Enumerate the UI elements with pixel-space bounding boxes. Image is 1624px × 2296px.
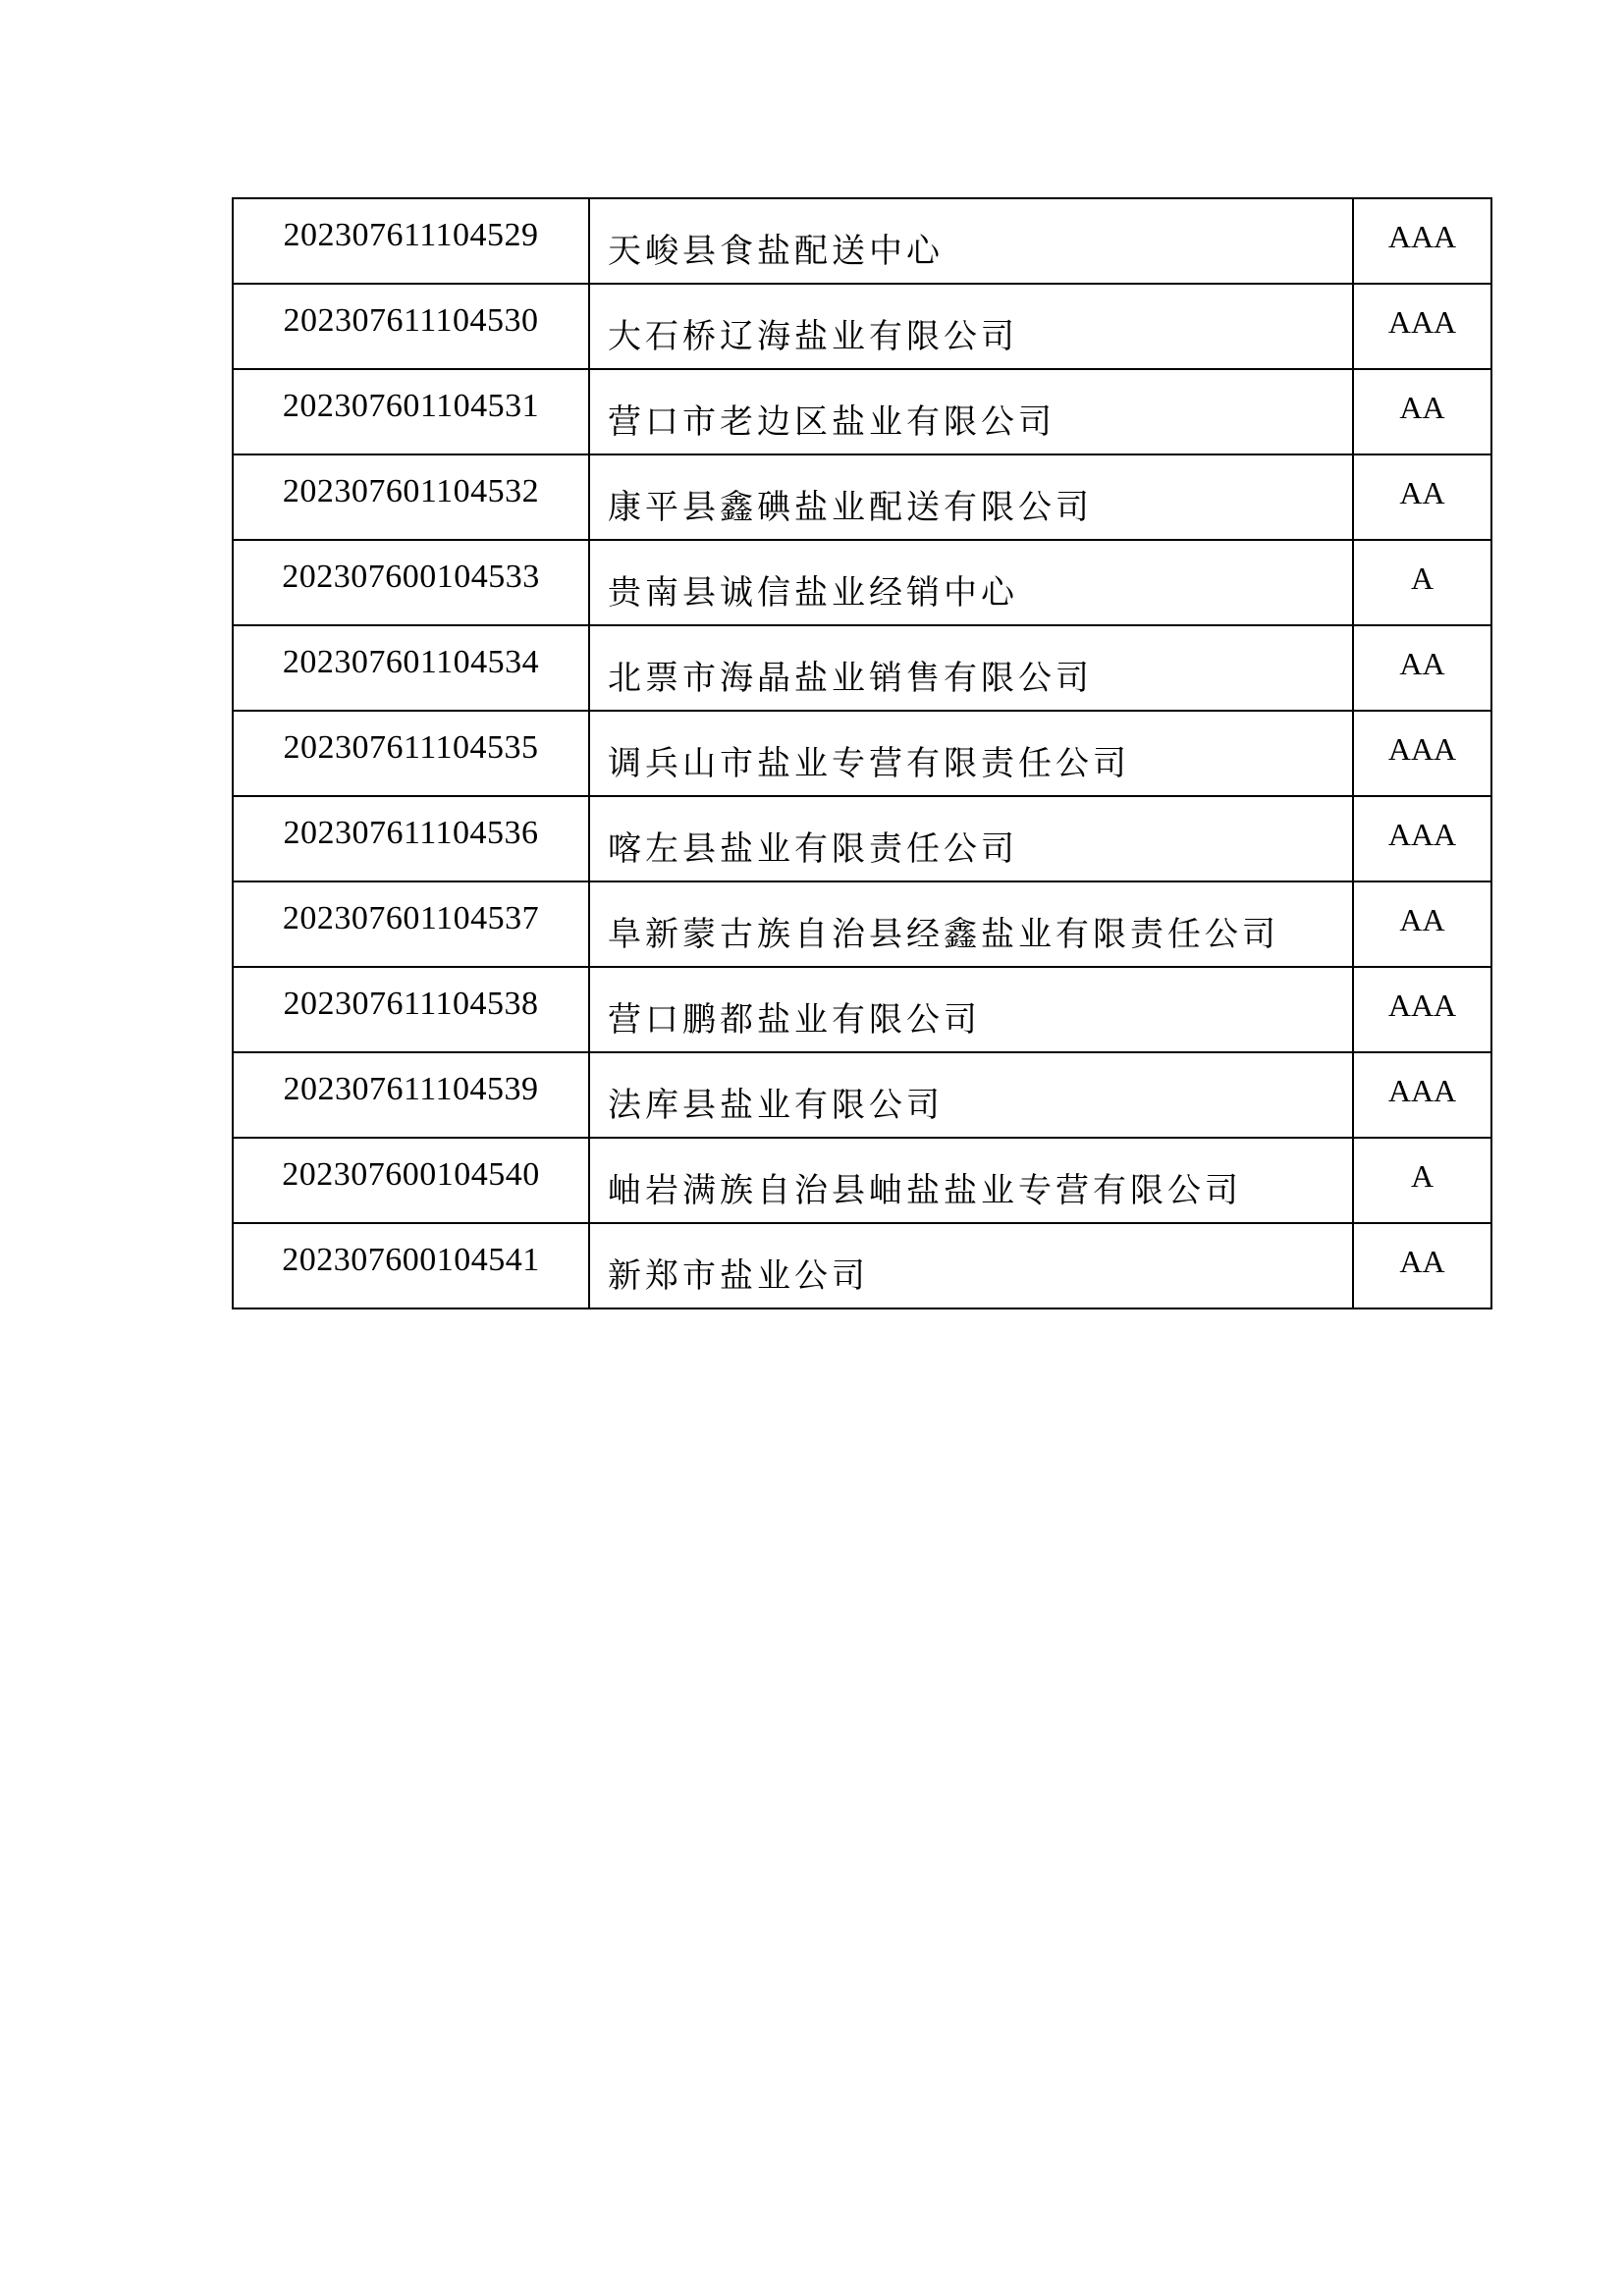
credit-grade-cell: AA [1353,1223,1491,1308]
company-name-cell: 大石桥辽海盐业有限公司 [589,284,1353,369]
table-row [233,1223,1491,1308]
company-name-cell: 岫岩满族自治县岫盐盐业专营有限公司 [589,1138,1353,1223]
company-name-cell: 康平县鑫碘盐业配送有限公司 [589,454,1353,540]
table-row [233,625,1491,711]
credit-code-cell: 202307611104529 [233,198,589,284]
credit-grade-cell: AA [1353,881,1491,967]
table-row [233,796,1491,881]
credit-code-cell: 202307611104539 [233,1052,589,1138]
company-name-cell: 喀左县盐业有限责任公司 [589,796,1353,881]
company-name-cell: 贵南县诚信盐业经销中心 [589,540,1353,625]
credit-grade-cell: AAA [1353,198,1491,284]
table-row [233,284,1491,369]
credit-grade-cell: A [1353,540,1491,625]
credit-grade-cell: AAA [1353,796,1491,881]
table-row [233,1138,1491,1223]
credit-code-cell: 202307601104537 [233,881,589,967]
table-row [233,711,1491,796]
credit-code-cell: 202307611104538 [233,967,589,1052]
credit-code-cell: 202307601104534 [233,625,589,711]
credit-code-cell: 202307600104541 [233,1223,589,1308]
credit-grade-cell: AAA [1353,1052,1491,1138]
credit-code-cell: 202307601104531 [233,369,589,454]
table-row [233,369,1491,454]
credit-grade-cell: AAA [1353,711,1491,796]
credit-grade-cell: AA [1353,454,1491,540]
credit-grade-cell: AA [1353,625,1491,711]
credit-grade-cell: AAA [1353,967,1491,1052]
credit-grade-cell: A [1353,1138,1491,1223]
table-row [233,881,1491,967]
credit-code-cell: 202307611104530 [233,284,589,369]
company-name-cell: 新郑市盐业公司 [589,1223,1353,1308]
credit-rating-table [232,197,1492,1309]
table-row [233,967,1491,1052]
credit-grade-cell: AA [1353,369,1491,454]
company-name-cell: 阜新蒙古族自治县经鑫盐业有限责任公司 [589,881,1353,967]
company-name-cell: 营口市老边区盐业有限公司 [589,369,1353,454]
company-name-cell: 天峻县食盐配送中心 [589,198,1353,284]
company-name-cell: 调兵山市盐业专营有限责任公司 [589,711,1353,796]
credit-code-cell: 202307601104532 [233,454,589,540]
credit-code-cell: 202307600104540 [233,1138,589,1223]
table-row [233,198,1491,284]
table-row [233,1052,1491,1138]
credit-code-cell: 202307611104535 [233,711,589,796]
table-row [233,540,1491,625]
credit-grade-cell: AAA [1353,284,1491,369]
company-name-cell: 营口鹏都盐业有限公司 [589,967,1353,1052]
credit-code-cell: 202307611104536 [233,796,589,881]
company-name-cell: 法库县盐业有限公司 [589,1052,1353,1138]
company-name-cell: 北票市海晶盐业销售有限公司 [589,625,1353,711]
credit-code-cell: 202307600104533 [233,540,589,625]
table-row [233,454,1491,540]
